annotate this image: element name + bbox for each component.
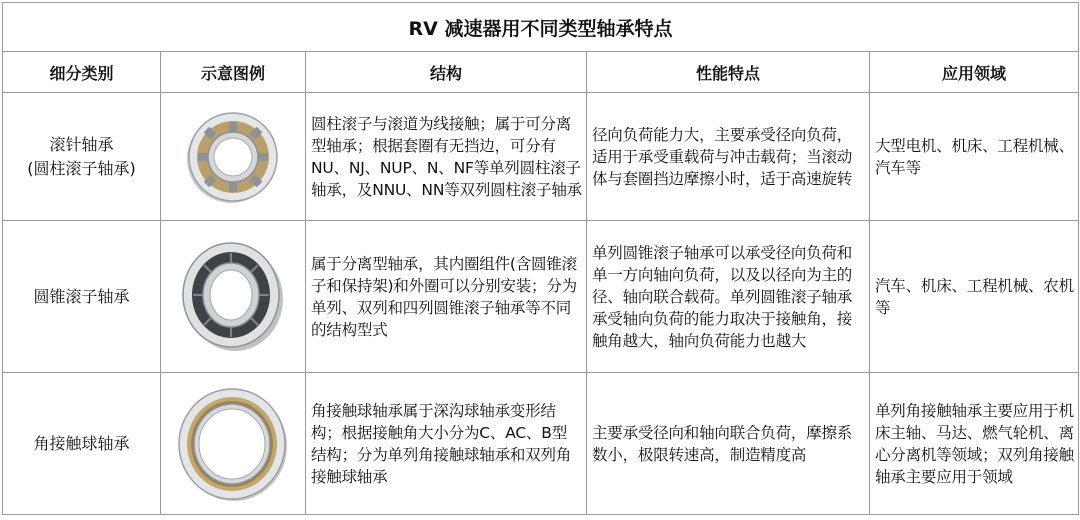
performance-cell: 单列圆锥滚子轴承可以承受径向负荷和单一方向轴向负荷，以及以径向为主的径、轴向联合载荷。单列圆锥滚子轴承承受轴向负荷的能力取决于接触角，接触角越大，轴向负荷能力也越大	[587, 221, 870, 373]
structure-cell: 圆柱滚子与滚道为线接触；属于可分离型轴承；根据套圈有无挡边，可分有NU、NJ、NUP、N、NF等单列圆柱滚子轴承，及NNU、NN等双列圆柱滚子轴承	[306, 93, 587, 221]
header-illustration: 示意图例	[161, 52, 306, 93]
application-cell: 汽车、机床、工程机械、农机等	[870, 221, 1079, 373]
illustration-cell	[161, 373, 306, 515]
performance-cell: 主要承受径向和轴向联合负荷，摩擦系数小，极限转速高，制造精度高	[587, 373, 870, 515]
performance-cell: 径向负荷能力大，主要承受径向负荷，适用于承受重载荷与冲击载荷；当滚动体与套圈挡边摩擦小时，适于高速旋转	[587, 93, 870, 221]
header-category: 细分类别	[3, 52, 161, 93]
category-cell	[3, 373, 161, 515]
cylindrical-roller-bearing-icon	[183, 107, 283, 207]
header-application: 应用领域	[870, 52, 1079, 93]
bearing-comparison-table	[2, 2, 1079, 515]
application-cell: 单列角接触轴承主要应用于机床主轴、马达、燃气轮机、离心分离机等领域；双列角接触轴承主要应用于领域	[870, 373, 1079, 515]
category-name: 滚针轴承	[49, 134, 114, 154]
illustration-cell	[161, 93, 306, 221]
tapered-roller-bearing-icon	[177, 237, 289, 357]
application-cell: 大型电机、机床、工程机械、汽车等	[870, 93, 1079, 221]
angular-contact-ball-bearing-icon	[175, 383, 291, 505]
table-row	[3, 221, 1079, 373]
header-performance: 性能特点	[587, 52, 870, 93]
category-name: 圆锥滚子轴承	[33, 286, 130, 306]
category-cell	[3, 93, 161, 221]
category-cell	[3, 221, 161, 373]
header-structure: 结构	[306, 52, 587, 93]
category-name: 角接触球轴承	[33, 433, 130, 453]
table-row	[3, 373, 1079, 515]
table-title: RV 减速器用不同类型轴承特点	[3, 3, 1079, 52]
structure-cell: 角接触球轴承属于深沟球轴承变形结构；根据接触角大小分为C、AC、B型结构；分为单列角接触球轴承和双列角接触球轴承	[306, 373, 587, 515]
table-row	[3, 93, 1079, 221]
category-subname: (圆柱滚子轴承)	[27, 158, 136, 178]
illustration-cell	[161, 221, 306, 373]
structure-cell: 属于分离型轴承，其内圈组件(含圆锥滚子和保持架)和外圈可以分别安装；分为单列、双列和四列圆锥滚子轴承等不同的结构型式	[306, 221, 587, 373]
